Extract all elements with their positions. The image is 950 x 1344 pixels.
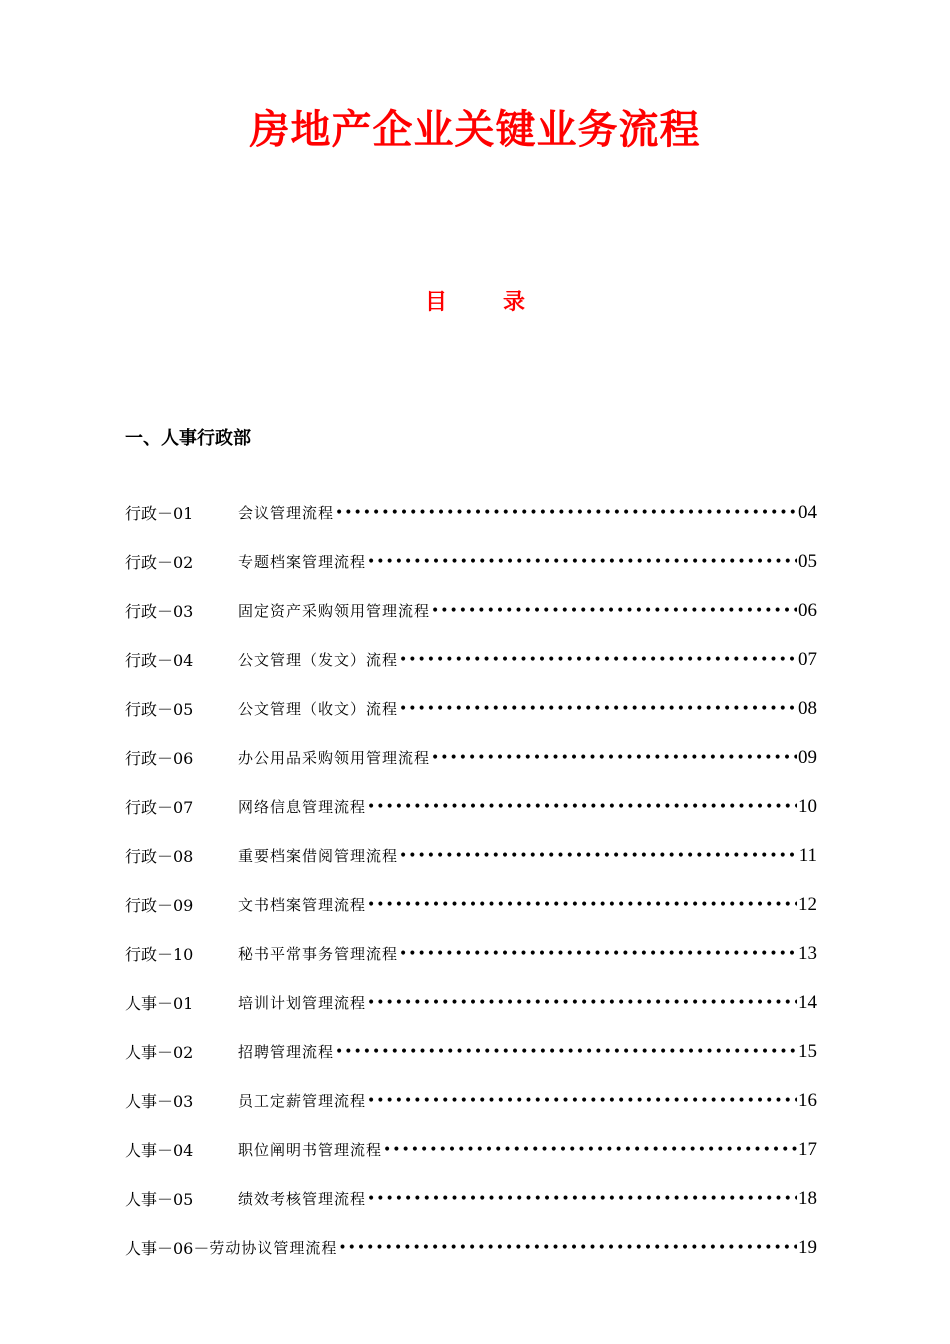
dot-leader <box>431 751 797 765</box>
entry-code: 行政－05 <box>125 700 194 719</box>
dot-leader <box>367 555 797 569</box>
toc-entry[interactable] <box>125 782 817 831</box>
toc-entry[interactable] <box>125 880 817 929</box>
toc-entry[interactable] <box>125 831 817 880</box>
entry-page-number: 10 <box>798 795 817 817</box>
entry-page-number: 15 <box>798 1040 817 1062</box>
entry-title: 办公用品采购领用管理流程 <box>238 749 431 767</box>
entry-code: 行政－02 <box>125 553 194 572</box>
toc-entry[interactable] <box>125 733 817 782</box>
toc-heading-char-1: 目 <box>424 290 447 315</box>
dot-leader <box>367 1192 797 1206</box>
entry-title: 公文管理（发文）流程 <box>238 651 399 669</box>
dot-leader <box>367 898 797 912</box>
dot-leader <box>431 604 797 618</box>
toc-entry[interactable] <box>125 929 817 978</box>
entry-code: 行政－01 <box>125 504 194 523</box>
dot-leader <box>338 1241 797 1255</box>
entry-code: 人事－01 <box>125 994 194 1013</box>
dot-leader <box>399 653 797 667</box>
dot-leader <box>399 702 797 716</box>
dot-leader <box>399 947 797 961</box>
entry-title: 职位阐明书管理流程 <box>238 1141 383 1159</box>
entry-code: 人事－06－ <box>125 1239 210 1258</box>
entry-page-number: 17 <box>798 1138 817 1160</box>
dot-leader <box>367 1094 797 1108</box>
entry-title: 劳动协议管理流程 <box>209 1239 338 1257</box>
toc-entry[interactable] <box>125 1125 817 1174</box>
entry-code: 人事－05 <box>125 1190 194 1209</box>
toc-heading <box>0 285 950 316</box>
entry-title: 重要档案借阅管理流程 <box>238 847 399 865</box>
entry-page-number: 08 <box>798 697 817 719</box>
entry-page-number: 19 <box>798 1236 817 1258</box>
entry-page-number: 09 <box>798 746 817 768</box>
entry-page-number: 04 <box>798 501 817 523</box>
toc-entry[interactable] <box>125 537 817 586</box>
toc-entry[interactable] <box>125 1174 817 1223</box>
entry-title: 文书档案管理流程 <box>238 896 367 914</box>
entry-title: 员工定薪管理流程 <box>238 1092 367 1110</box>
entry-code: 行政－07 <box>125 798 194 817</box>
entry-code: 行政－10 <box>125 945 194 964</box>
entry-page-number: 16 <box>798 1089 817 1111</box>
entry-title: 会议管理流程 <box>238 504 335 522</box>
entry-page-number: 13 <box>798 942 817 964</box>
entry-code: 行政－06 <box>125 749 194 768</box>
toc-entry[interactable] <box>125 635 817 684</box>
entry-page-number: 12 <box>798 893 817 915</box>
dot-leader <box>399 849 798 863</box>
entry-code: 人事－02 <box>125 1043 194 1062</box>
dot-leader <box>335 506 797 520</box>
entry-page-number: 18 <box>798 1187 817 1209</box>
entry-code: 人事－03 <box>125 1092 194 1111</box>
entry-code: 行政－08 <box>125 847 194 866</box>
toc-entry[interactable] <box>125 1076 817 1125</box>
entry-title: 秘书平常事务管理流程 <box>238 945 399 963</box>
section-heading: 一、人事行政部 <box>125 428 251 449</box>
toc-entry[interactable] <box>125 586 817 635</box>
toc-entry[interactable] <box>125 684 817 733</box>
dot-leader <box>383 1143 797 1157</box>
toc-entry[interactable] <box>125 1027 817 1076</box>
entry-title: 绩效考核管理流程 <box>238 1190 367 1208</box>
entry-code: 行政－03 <box>125 602 194 621</box>
entry-title: 招聘管理流程 <box>238 1043 335 1061</box>
entry-title: 网络信息管理流程 <box>238 798 367 816</box>
toc-list <box>125 488 817 1272</box>
entry-title: 专题档案管理流程 <box>238 553 367 571</box>
entry-page-number: 14 <box>798 991 817 1013</box>
entry-code: 人事－04 <box>125 1141 194 1160</box>
entry-code: 行政－04 <box>125 651 194 670</box>
toc-entry[interactable] <box>125 488 817 537</box>
entry-code: 行政－09 <box>125 896 194 915</box>
entry-page-number: 06 <box>798 599 817 621</box>
entry-page-number: 11 <box>798 844 817 866</box>
document-title: 房地产企业关键业务流程 <box>249 107 701 153</box>
toc-heading-char-2: 录 <box>503 290 526 315</box>
dot-leader <box>367 996 797 1010</box>
toc-entry[interactable] <box>125 978 817 1027</box>
toc-entry[interactable] <box>125 1223 817 1272</box>
entry-title: 公文管理（收文）流程 <box>238 700 399 718</box>
entry-page-number: 05 <box>798 550 817 572</box>
entry-title: 固定资产采购领用管理流程 <box>238 602 431 620</box>
entry-page-number: 07 <box>798 648 817 670</box>
dot-leader <box>335 1045 797 1059</box>
dot-leader <box>367 800 797 814</box>
entry-title: 培训计划管理流程 <box>238 994 367 1012</box>
